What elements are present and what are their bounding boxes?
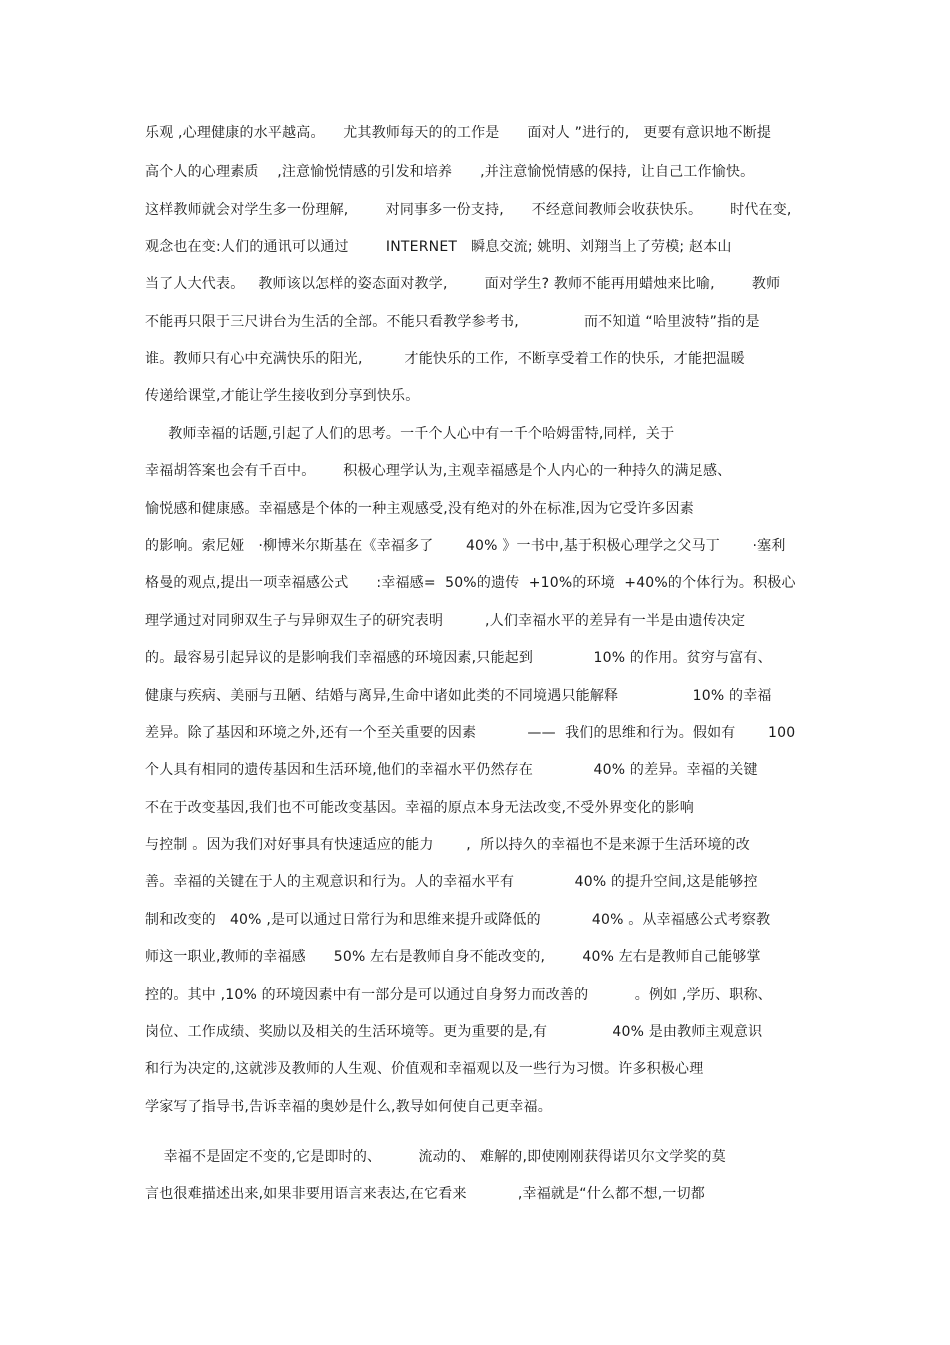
- text-line: 与控制 。因为我们对好事具有快速适应的能力 , 所以持久的幸福也不是来源于生活环境的改: [145, 837, 750, 853]
- text-line: 幸福不是固定不变的,它是即时的、 流动的、 难解的,即使刚刚获得诺贝尔文学奖的莫: [145, 1149, 726, 1165]
- text-line: 格曼的观点,提出一项幸福感公式 :幸福感= 50%的遗传 +10%的环境 +40%的个体行为。积极心: [145, 575, 796, 591]
- text-line: 幸福胡答案也会有千百中。 积极心理学认为,主观幸福感是个人内心的一种持久的满足感、: [145, 463, 732, 479]
- text-line: 个人具有相同的遗传基因和生活环境,他们的幸福水平仍然存在 40% 的差异。幸福的关键: [145, 762, 758, 778]
- text-line: 不能再只限于三尺讲台为生活的全部。不能只看教学参考书, 而不知道 “哈里波特”指的是: [145, 314, 760, 330]
- text-line: 传递给课堂,才能让学生接收到分享到快乐。: [145, 388, 420, 404]
- text-line: 谁。教师只有心中充满快乐的阳光, 才能快乐的工作, 不断享受着工作的快乐, 才能把温暖: [145, 351, 745, 367]
- text-line: 这样教师就会对学生多一份理解, 对同事多一份支持, 不经意间教师会收获快乐。 时代在变,: [145, 202, 792, 218]
- text-line: 不在于改变基因,我们也不可能改变基因。幸福的原点本身无法改变,不受外界变化的影响: [145, 800, 694, 816]
- text-line: 制和改变的 40% ,是可以通过日常行为和思维来提升或降低的 40% 。从幸福感公式考察教: [145, 912, 771, 928]
- text-line: 愉悦感和健康感。幸福感是个体的一种主观感受,没有绝对的外在标准,因为它受许多因素: [145, 501, 694, 517]
- text-line: 的影响。索尼娅 ·柳博米尔斯基在《幸福多了 40% 》一书中,基于积极心理学之父马丁 ·塞利: [145, 538, 786, 554]
- text-line: 师这一职业,教师的幸福感 50% 左右是教师自身不能改变的, 40% 左右是教师自己能够掌: [145, 949, 761, 965]
- text-line: 岗位、工作成绩、奖励以及相关的生活环境等。更为重要的是,有 40% 是由教师主观意识: [145, 1024, 763, 1040]
- text-line: 言也很难描述出来,如果非要用语言来表达,在它看来 ,幸福就是“什么都不想,一切都: [145, 1186, 706, 1202]
- text-line: 健康与疾病、美丽与丑陋、结婚与离异,生命中诸如此类的不同境遇只能解释 10% 的幸福: [145, 688, 772, 704]
- text-line: 善。幸福的关键在于人的主观意识和行为。人的幸福水平有 40% 的提升空间,这是能够控: [145, 874, 758, 890]
- text-line: 和行为决定的,这就涉及教师的人生观、价值观和幸福观以及一些行为习惯。许多积极心理: [145, 1061, 704, 1077]
- text-line: 的。最容易引起异议的是影响我们幸福感的环境因素,只能起到 10% 的作用。贫穷与富有、: [145, 650, 772, 666]
- text-line: 理学通过对同卵双生子与异卵双生子的研究表明 ,人们幸福水平的差异有一半是由遗传决定: [145, 613, 746, 629]
- text-line: 差异。除了基因和环境之外,还有一个至关重要的因素 —— 我们的思维和行为。假如有 100: [145, 725, 796, 741]
- text-line: 学家写了指导书,告诉幸福的奥妙是什么,教导如何使自己更幸福。: [145, 1099, 552, 1115]
- text-line: 乐观 ,心理健康的水平越高。 尤其教师每天的的工作是 面对人 ”进行的, 更要有意识地不断提: [145, 125, 772, 141]
- text-line: 当了人大代表。 教师该以怎样的姿态面对教学, 面对学生? 教师不能再用蜡烛来比喻, 教师: [145, 276, 781, 292]
- text-line: 控的。其中 ,10% 的环境因素中有一部分是可以通过自身努力而改善的 。例如 ,学历、职称、: [145, 987, 772, 1003]
- text-line: 高个人的心理素质 ,注意愉悦情感的引发和培养 ,并注意愉悦情感的保持, 让自己工作愉快。: [145, 164, 755, 180]
- text-line: 观念也在变:人们的通讯可以通过 INTERNET 瞬息交流; 姚明、刘翔当上了劳模; 赵本山: [145, 239, 732, 255]
- text-line: 教师幸福的话题,引起了人们的思考。一千个人心中有一千个哈姆雷特,同样, 关于: [145, 426, 675, 442]
